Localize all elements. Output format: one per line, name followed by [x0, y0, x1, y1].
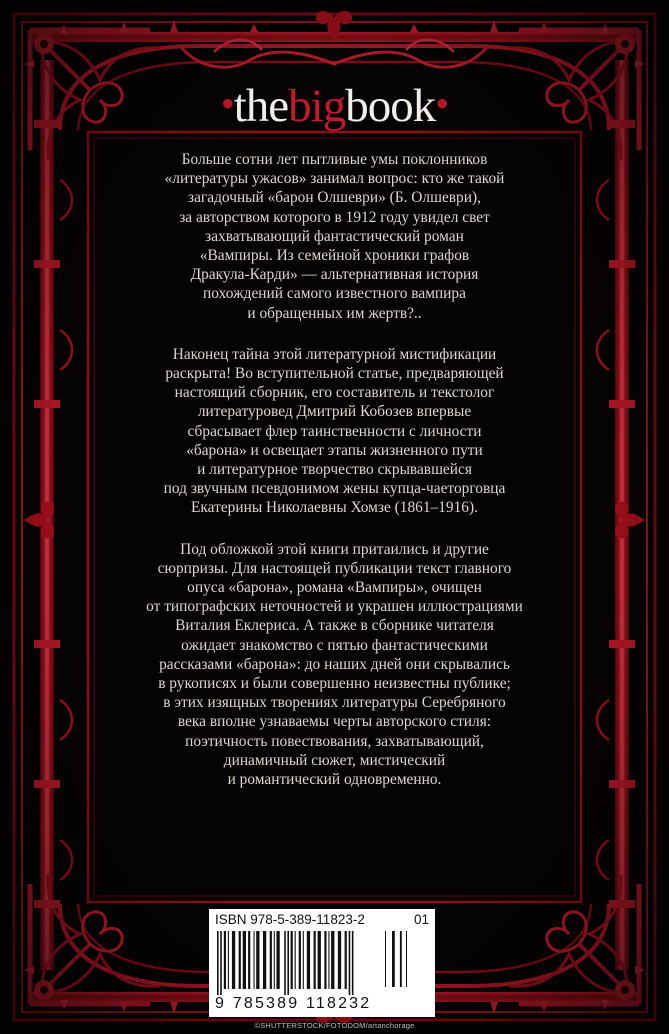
barcode-bar: [406, 931, 407, 987]
barcode-bar: [345, 931, 347, 989]
publisher-logo: [0, 78, 669, 136]
isbn-addon: 01: [413, 912, 429, 927]
barcode-bar: [352, 931, 354, 995]
barcode-bar: [217, 931, 219, 995]
description-line: «барона» и освещает этапы жизненного пути: [186, 441, 483, 459]
description-paragraph: [110, 540, 559, 790]
barcode-bar: [263, 931, 266, 989]
description-line: от типографских неточностей и украшен иллюстрациями: [146, 598, 523, 616]
description-line: ожидает знакомство с пятью фантастическими: [181, 636, 488, 654]
image-credit: ©SHUTTERSTOCK/FOTODOM/artanchorage: [254, 1021, 415, 1030]
barcode-bar: [400, 931, 402, 987]
barcode-bar: [307, 931, 310, 989]
ean-digits: 9 785389 118232: [215, 995, 372, 1012]
description-line: поэтичность повествования, захватывающий,: [185, 732, 484, 750]
isbn-barcode: [209, 909, 435, 1017]
barcode-bar: [274, 931, 275, 989]
description-line: похождений самого известного вампира: [203, 285, 466, 303]
barcode-bar: [243, 931, 246, 989]
barcode-bar: [232, 931, 235, 989]
description-line: сюрпризы. Для настоящей публикации текст главного: [157, 559, 512, 577]
barcode-bar: [284, 931, 286, 995]
barcode-bar: [318, 931, 321, 989]
description-line: «литературы ужасов» занимал вопрос: кто же такой: [164, 170, 505, 188]
description-line: сбрасывает флер таинственности с личности: [187, 422, 482, 440]
description-line: Екатерины Николаевны Хомзе (1861–1916).: [191, 499, 478, 517]
description-line: Виталия Еклериса. А также в сборнике читателя: [175, 617, 494, 635]
barcode-bar: [248, 931, 250, 989]
description-paragraph: [110, 345, 559, 518]
description-line: под звучным псевдонимом жены купца-чаеторговца: [163, 480, 506, 498]
barcode-bar: [385, 931, 386, 987]
logo-word-book: book: [345, 80, 436, 132]
description-line: и обращенных им жертв?..: [247, 304, 422, 322]
barcode-bar: [220, 931, 222, 995]
barcode-bar: [256, 931, 259, 989]
description-line: Наконец тайна этой литературной мистификации: [172, 345, 497, 363]
description-line: опуса «барона», романа «Вампиры», очищен: [187, 579, 482, 597]
logo-dot-right: •: [435, 81, 449, 126]
barcode-bar: [295, 931, 296, 989]
barcode-bars: [215, 931, 429, 995]
barcode-bar: [331, 931, 334, 989]
description-line: века вполне узнаваемы черты авторского стиля:: [177, 713, 492, 731]
isbn-row: [215, 912, 429, 927]
barcode-bar: [303, 931, 304, 989]
barcode-bar: [338, 931, 341, 989]
barcode-bar: [270, 931, 272, 989]
barcode-bar: [254, 931, 255, 989]
description-line: Под обложкой этой книги притаились и другие: [180, 540, 489, 558]
description-line: раскрыта! Во вступительной статье, предваряющей: [165, 365, 504, 383]
description-line: литературовед Дмитрий Кобозев впервые: [197, 403, 472, 421]
description-line: в этих изящных творениях литературы Серебряного: [163, 694, 506, 712]
barcode-bar: [287, 931, 289, 995]
barcode-bar: [299, 931, 301, 989]
isbn-number: ISBN 978-5-389-11823-2: [215, 912, 365, 927]
description-line: в рукописях и были совершенно неизвестны публике;: [158, 675, 511, 693]
barcode-bar: [324, 931, 326, 989]
description-line: рассказами «барона»: до наших дней они скрывались: [159, 655, 510, 673]
barcode-bar: [291, 931, 293, 989]
description-line: и литературное творчество скрывавшейся: [197, 461, 472, 479]
description-line: динамичный сюжет, мистический: [223, 751, 446, 769]
logo-word-the: the: [233, 80, 289, 132]
barcode-bar: [392, 931, 395, 987]
description-paragraph: [110, 150, 559, 323]
barcode-bar: [239, 931, 241, 989]
book-description: [110, 150, 559, 811]
description-line: настоящий сборник, его составитель и текстолог: [174, 384, 495, 402]
barcode-bar: [276, 931, 279, 989]
barcode-bar: [349, 931, 351, 995]
barcode-bar: [328, 931, 329, 989]
logo-word-big: big: [288, 80, 346, 132]
barcode-bar: [224, 931, 226, 989]
barcode-bar: [314, 931, 316, 989]
description-line: захватывающий фантастический роман: [205, 227, 464, 245]
logo-dot-left: •: [220, 81, 234, 126]
description-line: и романтический одновременно.: [227, 771, 442, 789]
description-line: «Вампиры. Из семейной хроники графов: [199, 247, 470, 265]
description-line: Больше сотни лет пытливые умы поклонников: [181, 151, 488, 168]
description-line: загадочный «барон Олшеври» (Б. Олшеври),: [188, 189, 481, 207]
description-line: Дракула-Карди» — альтернативная история: [190, 266, 479, 284]
description-line: за авторством которого в 1912 году увидел свет: [179, 208, 490, 226]
barcode-bar: [228, 931, 229, 989]
